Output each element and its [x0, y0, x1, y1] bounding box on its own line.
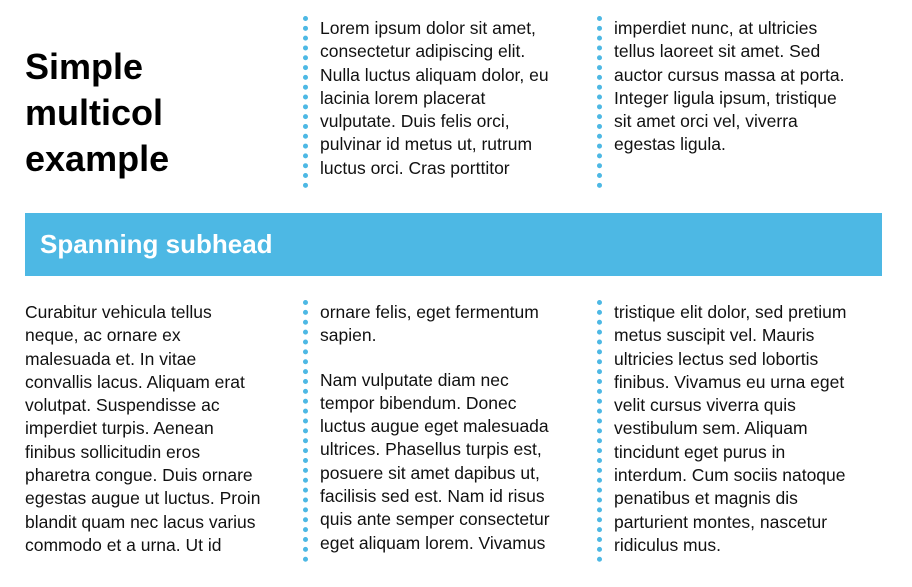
top-column-1: [320, 17, 549, 180]
text-line: luctus orci. Cras porttitor: [320, 157, 510, 178]
paragraph: [320, 301, 550, 348]
text-line: egestas ligula.: [614, 134, 726, 155]
title-line: multicol: [25, 92, 164, 133]
text-line: luctus augue eget malesuada: [320, 416, 549, 437]
text-line: tellus laoreet sit amet. Sed: [614, 41, 821, 62]
text-line: eget aliquam lorem. Vivamus: [320, 532, 546, 553]
text-line: facilisis sed est. Nam id risus: [320, 486, 545, 507]
column-rule: [303, 16, 308, 188]
text-line: consectetur adipiscing elit.: [320, 41, 526, 62]
paragraph: [320, 17, 549, 180]
text-line: parturient montes, nascetur: [614, 511, 828, 532]
text-line: volutpat. Suspendisse ac: [25, 395, 220, 416]
text-line: Nulla luctus aliquam dolor, eu: [320, 64, 549, 85]
bottom-column-2: [320, 301, 550, 555]
paragraph: [320, 369, 550, 555]
text-line: ornare felis, eget fermentum: [320, 302, 539, 322]
paragraph: [25, 301, 260, 557]
text-line: pharetra congue. Duis ornare: [25, 465, 253, 486]
text-line: malesuada et. In vitae: [25, 348, 197, 369]
paragraph-gap: [320, 348, 550, 369]
title-line: Simple: [25, 46, 144, 87]
text-line: sapien.: [320, 325, 377, 346]
text-line: Curabitur vehicula tellus: [25, 302, 212, 322]
column-rule: [597, 16, 602, 188]
top-column-2: [614, 17, 845, 157]
text-line: lacinia lorem placerat: [320, 87, 486, 108]
subhead-text: Spanning subhead: [40, 229, 273, 259]
page-title: [25, 44, 169, 182]
paragraph: [614, 17, 845, 157]
text-line: tempor bibendum. Donec: [320, 392, 517, 413]
text-line: sit amet orci vel, viverra: [614, 111, 798, 132]
text-line: quis ante semper consectetur: [320, 509, 550, 530]
text-line: ultrices. Phasellus turpis est,: [320, 439, 542, 460]
text-line: ultricies lectus sed lobortis: [614, 348, 819, 369]
text-line: imperdiet nunc, at ultricies: [614, 18, 818, 38]
column-rule: [597, 300, 602, 562]
text-line: penatibus et magnis dis: [614, 488, 798, 509]
title-line: example: [25, 138, 170, 179]
text-line: commodo et a urna. Ut id: [25, 534, 222, 555]
text-line: convallis lacus. Aliquam erat: [25, 371, 245, 392]
text-line: ridiculus mus.: [614, 534, 721, 555]
text-line: vulputate. Duis felis orci,: [320, 111, 510, 132]
text-line: Nam vulputate diam nec: [320, 369, 509, 390]
text-line: pulvinar id metus ut, rutrum: [320, 134, 533, 155]
text-line: neque, ac ornare ex: [25, 325, 181, 346]
text-line: auctor cursus massa at porta.: [614, 64, 845, 85]
text-line: velit cursus viverra quis: [614, 395, 796, 416]
text-line: egestas augue ut luctus. Proin: [25, 488, 261, 509]
text-line: tristique elit dolor, sed pretium: [614, 302, 847, 322]
text-line: interdum. Cum sociis natoque: [614, 465, 846, 486]
text-line: Lorem ipsum dolor sit amet,: [320, 18, 536, 38]
bottom-column-3: [614, 301, 846, 557]
text-line: vestibulum sem. Aliquam: [614, 418, 808, 439]
text-line: tincidunt eget purus in: [614, 441, 786, 462]
text-line: blandit quam nec lacus varius: [25, 511, 256, 532]
column-rule: [303, 300, 308, 562]
text-line: Integer ligula ipsum, tristique: [614, 87, 837, 108]
text-line: finibus. Vivamus eu urna eget: [614, 371, 845, 392]
text-line: metus suscipit vel. Mauris: [614, 325, 815, 346]
paragraph: [614, 301, 846, 557]
bottom-column-1: [25, 301, 260, 557]
spanning-subhead: [25, 213, 882, 276]
text-line: finibus sollicitudin eros: [25, 441, 201, 462]
text-line: posuere sit amet dapibus ut,: [320, 462, 540, 483]
text-line: imperdiet turpis. Aenean: [25, 418, 214, 439]
